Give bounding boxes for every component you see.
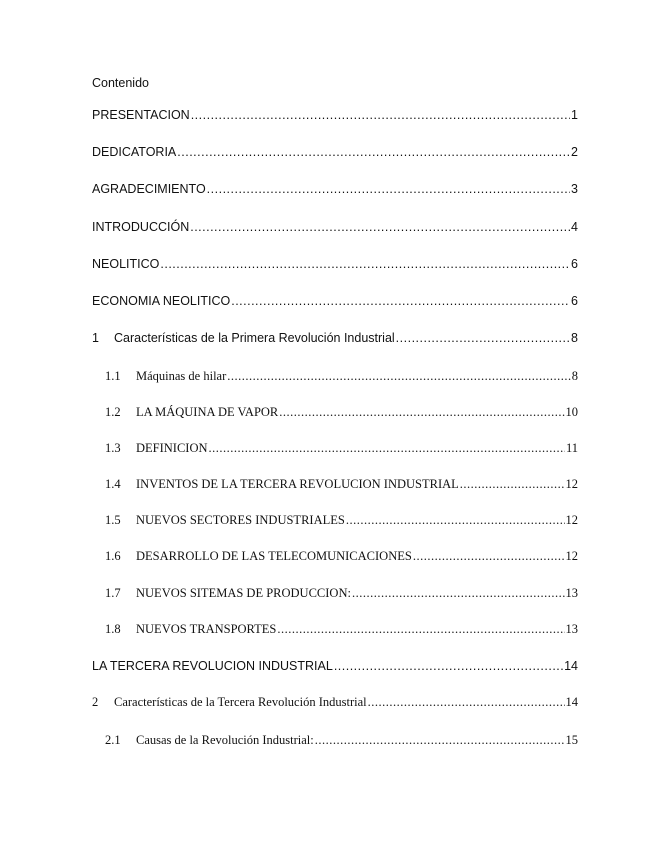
toc-entry-label: ECONOMIA NEOLITICO: [92, 294, 231, 308]
toc-page-number: 2: [571, 145, 578, 159]
toc-entry-label: AGRADECIMIENTO: [92, 182, 206, 196]
toc-entry-number: 1.6: [105, 549, 121, 563]
toc-page-number: 1: [571, 108, 578, 122]
toc-page-number: 6: [571, 257, 578, 271]
toc-entry-label: PRESENTACION: [92, 108, 190, 122]
toc-entry-label: INVENTOS DE LA TERCERA REVOLUCION INDUSTRIAL: [136, 477, 459, 491]
toc-entry-number: 1.7: [105, 586, 121, 600]
toc-entry-section-1-5[interactable]: [105, 513, 578, 528]
toc-entry-section-1-3[interactable]: [105, 441, 578, 456]
toc-page-number: 8: [571, 331, 578, 345]
toc-page-number: 6: [571, 294, 578, 308]
toc-entry-introduccion[interactable]: [92, 220, 578, 234]
toc-entry-number: 1.5: [105, 513, 121, 527]
toc-dot-leader: [279, 405, 564, 420]
toc-entry-label: INTRODUCCIÓN: [92, 220, 190, 234]
toc-dot-leader: [177, 145, 570, 159]
toc-entry-section-2-1[interactable]: [105, 733, 578, 748]
toc-dot-leader: [231, 294, 570, 308]
toc-entry-number: 1.3: [105, 441, 121, 455]
toc-entry-label: NUEVOS SECTORES INDUSTRIALES: [136, 513, 345, 527]
toc-entry-label: NEOLITICO: [92, 257, 160, 271]
toc-entry-label: Causas de la Revolución Industrial:: [136, 733, 314, 747]
toc-dot-leader: [160, 257, 570, 271]
toc-entry-label: Características de la Tercera Revolución Industrial: [114, 695, 367, 709]
toc-entry-number: 1.4: [105, 477, 121, 491]
toc-page-number: 12: [565, 549, 578, 563]
toc-page-number: 12: [565, 477, 578, 491]
toc-page-number: 8: [571, 369, 578, 383]
toc-dot-leader: [368, 695, 565, 710]
toc-dot-leader: [227, 369, 570, 384]
toc-entry-economia-neolitico[interactable]: [92, 294, 578, 308]
toc-entry-label: DESARROLLO DE LAS TELECOMUNICACIONES: [136, 549, 412, 563]
toc-entry-number: 2: [92, 695, 99, 709]
toc-entry-label: NUEVOS SITEMAS DE PRODUCCION:: [136, 586, 351, 600]
toc-entry-section-1-6[interactable]: [105, 549, 578, 564]
toc-page-number: 3: [571, 182, 578, 196]
toc-entry-label: Características de la Primera Revolución Industrial: [114, 331, 395, 345]
toc-entry-neolitico[interactable]: [92, 257, 578, 271]
toc-entry-number: 1.1: [105, 369, 121, 383]
toc-dot-leader: [346, 513, 565, 528]
toc-dot-leader: [413, 549, 565, 564]
toc-entry-label: LA MÁQUINA DE VAPOR: [136, 405, 279, 419]
toc-entry-dedicatoria[interactable]: [92, 145, 578, 159]
toc-entry-number: 1: [92, 331, 99, 345]
toc-entry-label: NUEVOS TRANSPORTES: [136, 622, 277, 636]
toc-dot-leader: [191, 108, 570, 122]
toc-page-number: 15: [565, 733, 578, 747]
toc-entry-presentacion[interactable]: [92, 108, 578, 122]
toc-dot-leader: [209, 441, 565, 456]
toc-entry-label: Máquinas de hilar: [136, 369, 227, 383]
toc-entry-label: LA TERCERA REVOLUCION INDUSTRIAL: [92, 659, 333, 673]
toc-entry-section-2[interactable]: [92, 695, 578, 710]
toc-page-number: 14: [565, 695, 578, 709]
toc-dot-leader: [460, 477, 565, 492]
toc-page-number: 4: [571, 220, 578, 234]
toc-dot-leader: [315, 733, 565, 748]
toc-entry-section-1-1[interactable]: [105, 369, 578, 384]
toc-entry-tercera-revolucion[interactable]: [92, 659, 578, 673]
toc-dot-leader: [277, 622, 564, 637]
toc-page-number: 12: [565, 513, 578, 527]
toc-page-number: 11: [565, 441, 578, 455]
toc-entry-section-1-2[interactable]: [105, 405, 578, 420]
toc-entry-agradecimiento[interactable]: [92, 182, 578, 196]
toc-page-number: 10: [565, 405, 578, 419]
toc-dot-leader: [190, 220, 570, 234]
toc-entry-section-1-7[interactable]: [105, 586, 578, 601]
toc-entry-section-1-4[interactable]: [105, 477, 578, 492]
toc-page-number: 13: [565, 586, 578, 600]
toc-entry-label: DEDICATORIA: [92, 145, 177, 159]
toc-entry-number: 2.1: [105, 733, 121, 747]
toc-entry-section-1-8[interactable]: [105, 622, 578, 637]
toc-entry-number: 1.2: [105, 405, 121, 419]
toc-entry-number: 1.8: [105, 622, 121, 636]
toc-dot-leader: [396, 331, 570, 345]
toc-page-number: 13: [565, 622, 578, 636]
toc-dot-leader: [207, 182, 570, 196]
toc-title: Contenido: [92, 76, 149, 90]
toc-dot-leader: [352, 586, 565, 601]
toc-page-number: 14: [564, 659, 578, 673]
toc-entry-section-1[interactable]: [92, 331, 578, 345]
toc-dot-leader: [334, 659, 563, 673]
toc-entry-label: DEFINICION: [136, 441, 208, 455]
